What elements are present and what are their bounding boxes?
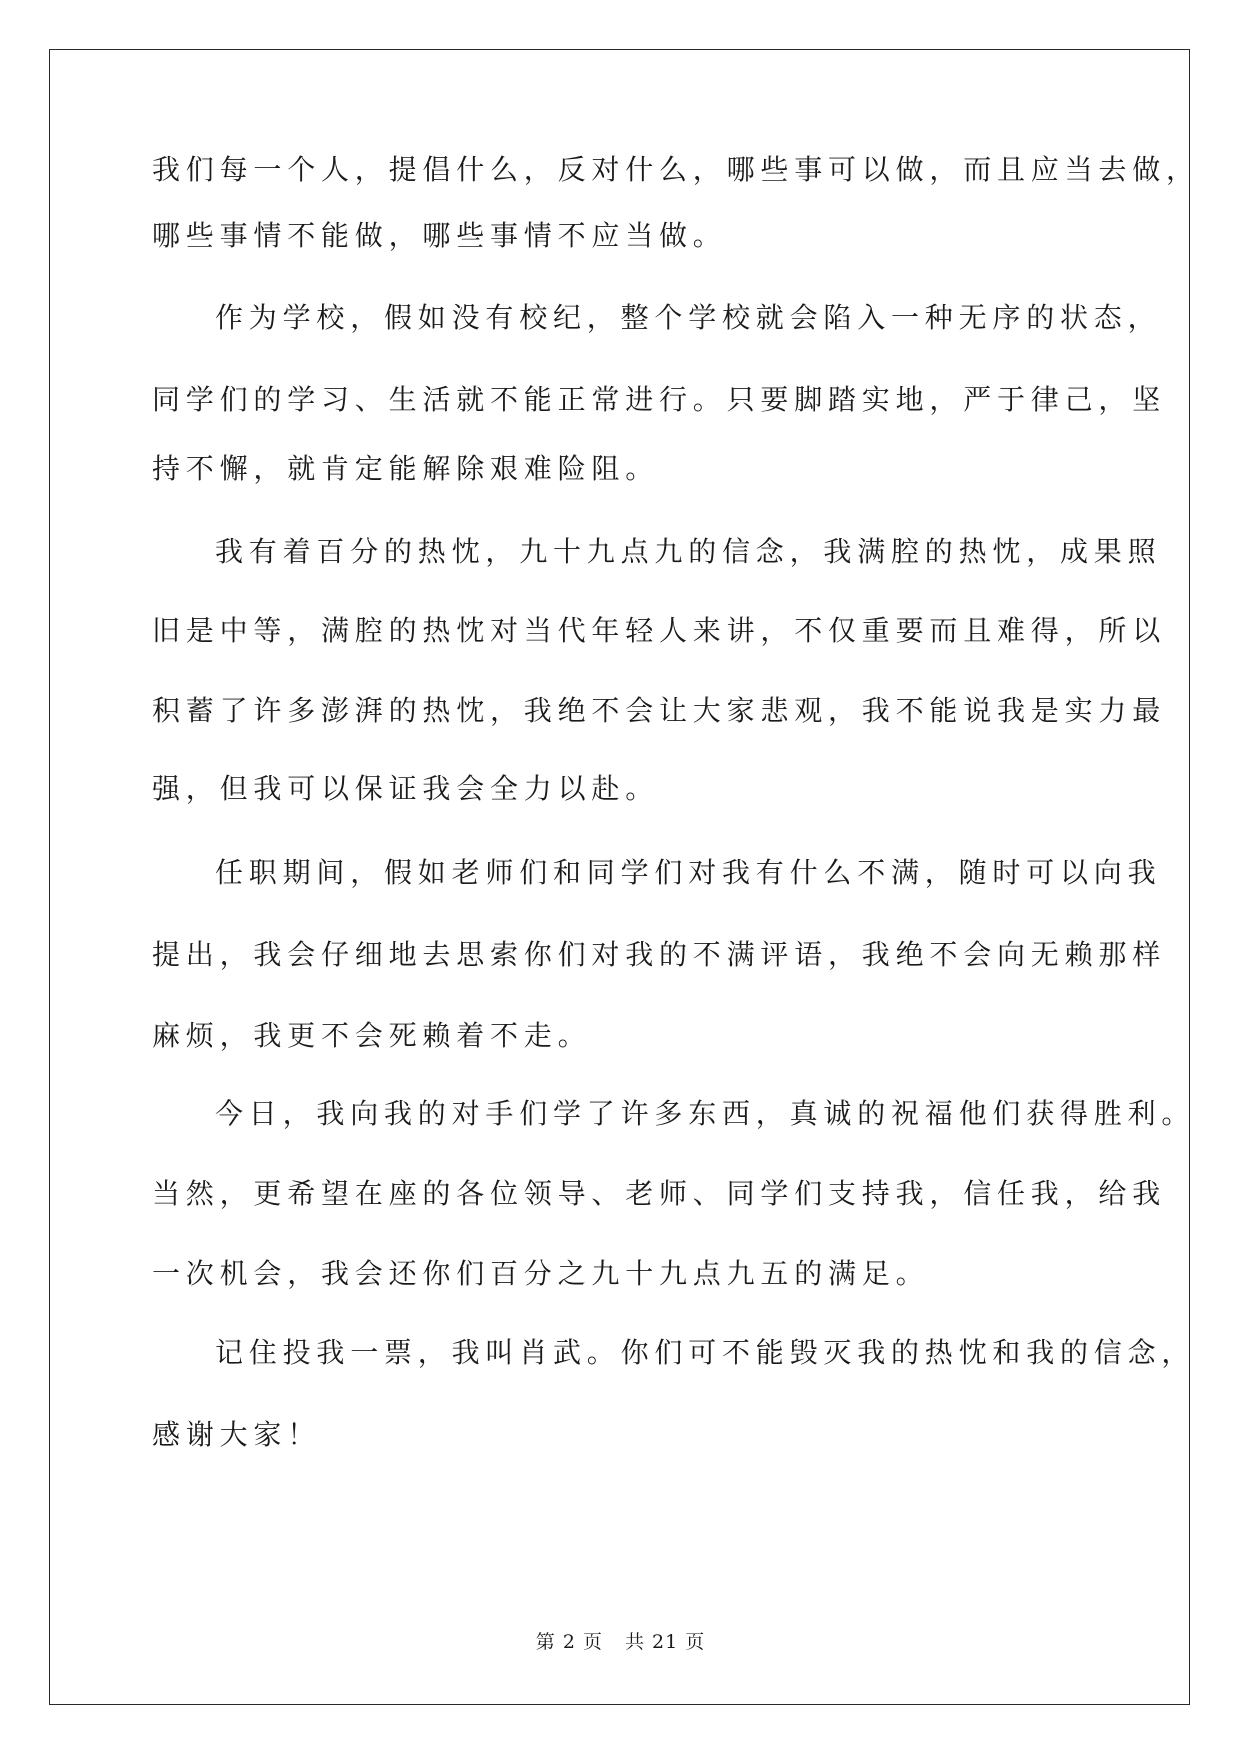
text-line: 同学们的学习、生活就不能正常进行。只要脚踏实地，严于律己，坚	[152, 383, 1167, 416]
text-line: 一次机会，我会还你们百分之九十九点九五的满足。	[152, 1257, 930, 1290]
page-number: 第 2 页	[535, 1631, 603, 1653]
text-line: 记住投我一票，我叫肖武。你们可不能毁灭我的热忱和我的信念，	[215, 1336, 1196, 1369]
text-line: 强，但我可以保证我会全力以赴。	[152, 772, 660, 805]
text-line: 当然，更希望在座的各位领导、老师、同学们支持我，信任我，给我	[152, 1177, 1167, 1210]
text-line: 我有着百分的热忱，九十九点九的信念，我满腔的热忱，成果照	[215, 535, 1162, 568]
text-line: 感谢大家！	[152, 1418, 322, 1451]
text-line: 麻烦，我更不会死赖着不走。	[152, 1019, 592, 1052]
page-footer	[0, 1627, 1241, 1654]
text-line: 哪些事情不能做，哪些事情不应当做。	[152, 219, 727, 252]
text-line: 积蓄了许多澎湃的热忱，我绝不会让大家悲观，我不能说我是实力最	[152, 694, 1167, 727]
text-line: 作为学校，假如没有校纪，整个学校就会陷入一种无序的状态，	[215, 301, 1162, 334]
text-line: 提出，我会仔细地去思索你们对我的不满评语，我绝不会向无赖那样	[152, 938, 1167, 971]
text-line: 任职期间，假如老师们和同学们对我有什么不满，随时可以向我	[215, 856, 1162, 889]
text-line: 我们每一个人，提倡什么，反对什么，哪些事可以做，而且应当去做，	[152, 153, 1200, 186]
text-line: 今日，我向我的对手们学了许多东西，真诚的祝福他们获得胜利。	[215, 1097, 1196, 1130]
page-total: 共 21 页	[624, 1631, 706, 1653]
text-line: 持不懈，就肯定能解除艰难险阻。	[152, 452, 660, 485]
text-line: 旧是中等，满腔的热忱对当代年轻人来讲，不仅重要而且难得，所以	[152, 614, 1167, 647]
